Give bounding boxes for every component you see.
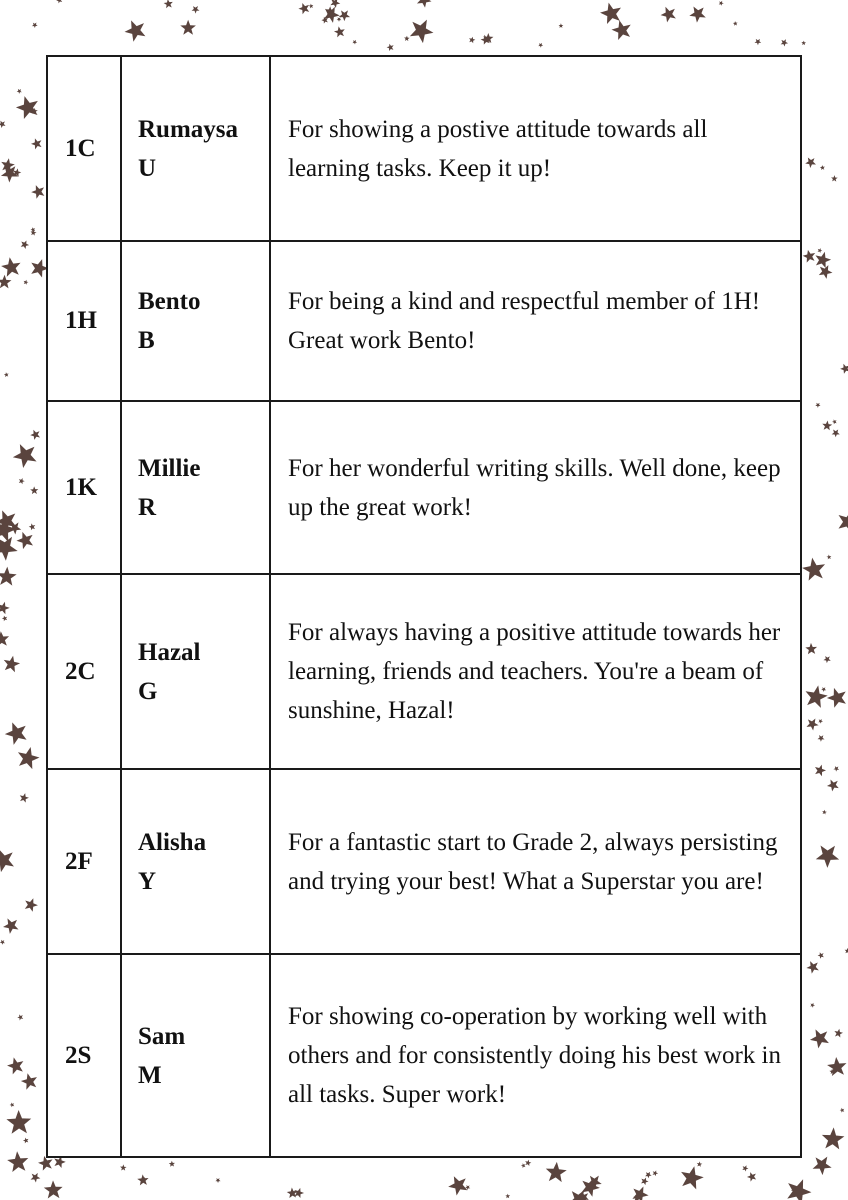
star-shape [804,716,820,732]
star-shape [22,896,39,913]
star-shape [1,614,9,622]
star-shape [558,23,564,29]
student-last-initial: M [138,1061,162,1089]
star-shape [696,1161,702,1167]
star-shape [31,21,39,29]
star-shape [833,1028,843,1038]
award-row [47,56,801,241]
star-shape [537,42,544,49]
student-first-name: Sam [138,1022,186,1050]
student-name-cell [121,401,270,574]
star-shape [446,1171,473,1198]
star-shape [406,14,438,45]
star-shape [9,1101,16,1108]
awards-table [46,55,802,1158]
star-shape [826,554,832,561]
star-shape [609,16,636,43]
star-shape [753,37,762,46]
star-shape [598,0,627,27]
award-row [47,954,801,1157]
star-shape [807,1024,834,1051]
star-shape [1,914,23,936]
award-reason-cell: For showing a postive attitude towards all learning tasks. Keep it up! [270,56,801,241]
star-shape [55,0,63,4]
student-first-name: Millie [138,454,201,482]
star-shape [524,1159,532,1166]
star-shape [168,1160,176,1168]
star-shape [659,3,681,25]
student-name-cell [121,241,270,401]
star-shape [640,1176,650,1186]
star-shape [821,1127,845,1150]
star-shape [817,951,826,960]
star-shape [6,1148,33,1175]
star-shape [678,1164,706,1191]
star-shape [825,776,841,792]
star-shape [404,36,410,42]
award-reason-cell: For a fantastic start to Grade 2, always persisting and trying your best! What a Superstar you are! [270,769,801,954]
star-shape [10,438,43,471]
star-shape [0,254,25,280]
star-shape [825,684,848,711]
student-name-cell [121,769,270,954]
star-shape [386,42,396,52]
star-shape [816,733,826,743]
star-shape [831,418,838,425]
star-shape [819,164,826,171]
star-shape [783,1175,815,1200]
star-shape [831,175,838,182]
star-shape [813,763,827,777]
star-shape [14,528,37,552]
star-shape [5,1107,36,1138]
student-first-name: Alisha [138,828,207,856]
star-shape [839,1107,845,1114]
star-shape [3,371,9,378]
student-name-cell [121,954,270,1157]
class-cell: 1C [47,56,121,241]
star-shape [480,33,493,46]
student-first-name: Hazal [138,638,201,666]
star-shape [2,654,22,673]
star-shape [800,554,830,585]
star-shape [30,136,45,151]
star-shape [833,765,841,773]
star-shape [0,119,7,129]
star-shape [644,1170,653,1179]
star-shape [718,0,725,6]
star-shape [333,24,348,39]
star-shape [190,4,201,15]
star-shape [822,654,832,664]
student-first-name: Bento [138,288,201,315]
star-shape [0,844,20,876]
award-reason-cell: For her wonderful writing skills. Well done, keep up the great work! [270,401,801,574]
star-shape [0,600,11,615]
student-name-cell [121,574,270,769]
student-first-name: Rumaysa [138,115,239,143]
star-shape [30,485,40,495]
star-shape [5,1054,28,1077]
star-shape [19,239,30,250]
star-shape [834,507,848,534]
class-cell: 2F [47,769,121,954]
star-shape [844,948,848,954]
star-shape [28,522,37,531]
star-shape [43,1178,66,1200]
star-shape [18,792,30,803]
star-shape [629,1183,651,1200]
star-shape [839,361,848,375]
star-shape [0,275,12,289]
award-reason-cell: For being a kind and respectful member of 1H! Great work Bento! [270,241,801,401]
star-shape [29,427,43,441]
star-shape [814,401,821,408]
star-shape [163,0,175,10]
star-shape [741,1164,749,1172]
star-shape [801,40,806,45]
star-shape [545,1161,567,1182]
star-shape [468,36,476,44]
star-shape [352,39,358,45]
star-shape [180,20,196,35]
star-shape [804,155,819,170]
star-shape [830,427,841,438]
student-last-initial: G [138,677,158,705]
star-shape [746,1170,759,1183]
star-shape [18,477,26,485]
award-row [47,401,801,574]
star-shape [13,91,44,122]
star-shape [329,0,342,9]
star-shape [29,1170,42,1183]
award-reason-cell: For showing co-operation by working well with others and for consistently doing his best work in all tasks. Super work! [270,954,801,1157]
award-row [47,769,801,954]
star-shape [22,1136,30,1144]
star-shape [809,1002,815,1008]
star-shape [822,420,833,430]
star-shape [15,744,42,770]
award-row [47,241,801,401]
star-shape [19,1070,41,1092]
star-shape [805,641,820,656]
star-shape [651,1169,658,1176]
star-shape [822,809,828,814]
class-cell: 2S [47,954,121,1157]
star-shape [215,1177,222,1184]
star-shape [520,1162,526,1169]
star-shape [308,3,314,9]
star-shape [826,1054,848,1079]
star-shape [120,1164,127,1170]
class-cell: 1K [47,401,121,574]
star-shape [813,250,833,269]
star-shape [16,1013,24,1021]
star-shape [687,2,710,25]
award-reason-cell: For always having a positive attitude towards her learning, friends and teachers. You're a beam of sunshine, Hazal! [270,574,801,769]
student-last-initial: B [138,327,155,354]
star-shape [812,839,844,871]
star-shape [505,1193,511,1199]
star-shape [779,37,789,47]
star-shape [0,566,17,586]
star-shape [2,717,33,748]
star-shape [817,247,823,253]
star-shape [817,718,823,724]
star-shape [23,279,29,285]
star-shape [805,958,822,975]
student-last-initial: R [138,493,157,521]
star-shape [801,247,818,264]
star-shape [732,20,738,26]
star-shape [122,15,151,44]
star-shape [136,1173,150,1188]
star-shape [810,1151,836,1177]
student-name-cell [121,56,270,241]
award-row [47,574,801,769]
star-shape [16,87,23,94]
star-shape [803,683,829,709]
class-cell: 1H [47,241,121,401]
star-shape [0,629,12,649]
star-shape [820,686,827,693]
student-last-initial: U [138,154,157,182]
star-shape [414,0,433,9]
student-last-initial: Y [138,867,157,895]
star-shape [0,938,6,945]
class-cell: 2C [47,574,121,769]
